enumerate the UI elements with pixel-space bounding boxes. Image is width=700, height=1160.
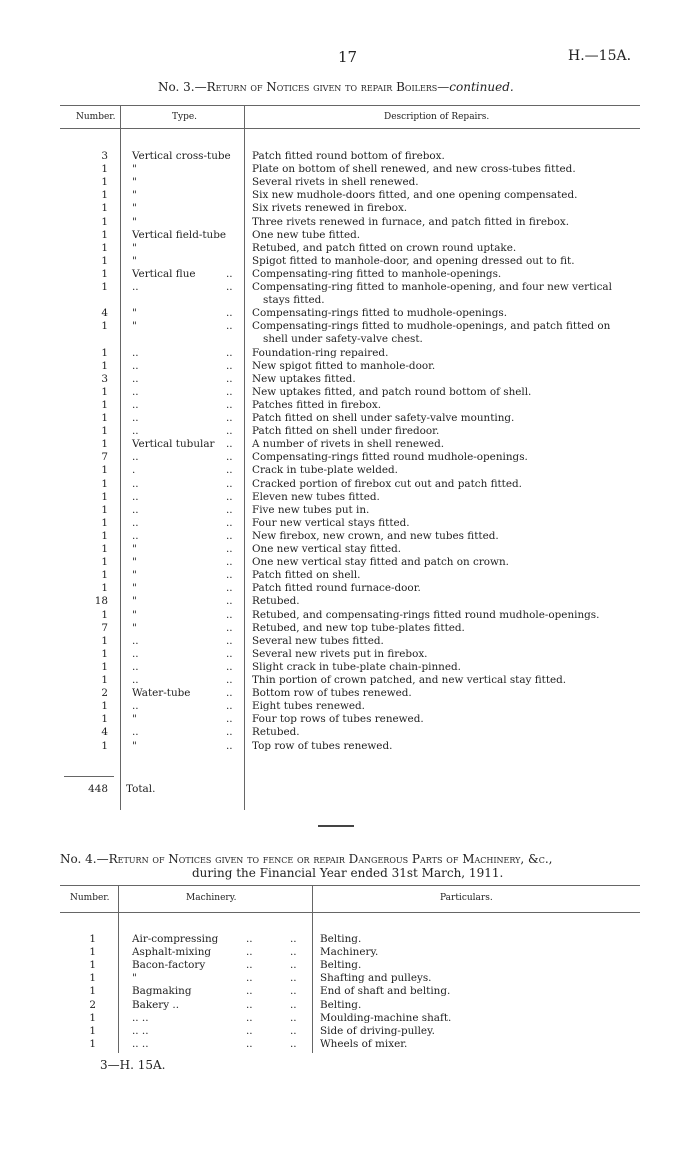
table4-title-prefix: No. 4.—: [60, 852, 109, 866]
table3-cell-leader: ..: [226, 674, 233, 686]
table3-cell-leader: ..: [226, 582, 233, 595]
table4-cell-machinery: Air-compressing: [132, 933, 219, 945]
table3-title-prefix: No. 3.—: [158, 80, 207, 94]
table3-row: [0, 687, 700, 700]
table3-cell-leader: ..: [226, 385, 233, 398]
table3-cell-number: 7: [101, 451, 108, 464]
table3-cell-leader: ..: [226, 516, 233, 529]
table3-cell-type: ..: [132, 674, 139, 686]
table4-header-rule: [60, 912, 640, 913]
table3-cell-leader: ..: [226, 503, 233, 516]
table3-cell-type: ": [132, 621, 137, 634]
table3-cell-description: Crack in tube-plate welded.: [252, 464, 398, 477]
table3-cell-leader: ..: [226, 281, 233, 293]
table3-cell-type: ": [132, 569, 137, 582]
table4-title-line2: during the Financial Year ended 31st March, 1911.: [192, 866, 504, 880]
table3-row: [0, 464, 700, 477]
table3-cell-number: 1: [101, 398, 108, 411]
table3-cell-type: ..: [132, 529, 139, 542]
table3-cell-type: ..: [132, 451, 139, 464]
table4-cell-machinery: .. ..: [132, 1024, 149, 1037]
table3-row: [0, 333, 700, 346]
table3-cell-description: Several rivets in shell renewed.: [252, 176, 419, 189]
table3-cell-type: Vertical flue: [132, 267, 196, 280]
table3-cell-leader: ..: [226, 700, 233, 713]
table3-cell-description: New uptakes fitted, and patch round bottom of shell.: [252, 385, 532, 398]
table4-cell-leader: ..: [290, 972, 297, 985]
table3-cell-type: ..: [132, 281, 139, 293]
table3-title-main: Return of Notices given to repair Boilers: [206, 80, 438, 94]
table3-cell-leader: ..: [226, 346, 233, 359]
table3-cell-type: ": [132, 543, 137, 555]
table3-cell-description: Several new tubes fitted.: [252, 634, 384, 647]
table3-cell-description: One new vertical stay fitted and patch on crown.: [252, 556, 509, 569]
table3-cell-type: ": [132, 189, 137, 202]
table3-cell-description: Spigot fitted to manhole-door, and opening dressed out to fit.: [252, 254, 575, 267]
table3-cell-number: 1: [101, 582, 108, 595]
table4-cell-machinery: ": [132, 972, 137, 985]
table3-cell-number: 4: [101, 726, 108, 739]
table3-cell-type: ": [132, 254, 137, 267]
table3-cell-type: ": [132, 608, 137, 621]
table3-cell-type: ": [132, 202, 137, 215]
table3-row: [0, 491, 700, 504]
table3-cell-description: Retubed.: [252, 595, 300, 608]
table3-cell-leader: ..: [226, 634, 233, 647]
table3-row: [0, 320, 700, 333]
table3-col-description: Description of Repairs.: [384, 112, 490, 122]
table3-cell-number: 1: [101, 674, 108, 686]
table4-col-particulars: Particulars.: [440, 893, 493, 903]
table3-cell-number: 1: [101, 176, 108, 189]
table3-row: [0, 202, 700, 215]
table3-cell-description: Compensating-ring fitted to manhole-openings.: [252, 267, 502, 280]
table3-row: [0, 386, 700, 399]
table3-cell-type: ..: [132, 398, 139, 411]
table3-cell-leader: ..: [226, 464, 233, 477]
table4-cell-machinery: .. ..: [132, 1037, 149, 1050]
table3-cell-leader: ..: [226, 425, 233, 438]
table3-cell-leader: ..: [226, 372, 233, 385]
table3-cell-number: 2: [101, 687, 108, 700]
table3-cell-number: 1: [101, 412, 108, 424]
document-reference: H.—15A.: [568, 48, 632, 64]
table4-cell-leader: ..: [246, 933, 253, 945]
table3-row: [0, 163, 700, 176]
table3-cell-description: Compensating-rings fitted to mudhole-openings, and patch fitted on: [252, 320, 611, 333]
table3-cell-leader: ..: [226, 621, 233, 634]
table3-row: [0, 622, 700, 635]
table3-cell-type: ": [132, 713, 137, 726]
table3-cell-number: 18: [94, 595, 108, 608]
table3-cell-description: Bottom row of tubes renewed.: [252, 687, 412, 700]
table3-cell-description: One new tube fitted.: [252, 228, 361, 241]
table4-cell-number: 1: [89, 1011, 96, 1024]
table3-row: [0, 504, 700, 517]
table3-row: [0, 713, 700, 726]
table3-cell-number: 1: [101, 490, 108, 503]
table3-cell-type: ..: [132, 385, 139, 398]
table3-cell-description: stays fitted.: [263, 294, 325, 307]
table3-cell-number: 1: [101, 569, 108, 582]
table3-cell-type: ..: [132, 412, 139, 424]
table3-cell-description: Eight tubes renewed.: [252, 700, 365, 713]
table3-cell-number: 1: [101, 713, 108, 726]
table3-cell-number: 1: [101, 346, 108, 359]
table4-cell-leader: ..: [246, 1024, 253, 1037]
table3-cell-leader: ..: [226, 438, 233, 451]
table3-cell-leader: ..: [226, 556, 233, 569]
table3-cell-type: ..: [132, 503, 139, 516]
table4-cell-particulars: Side of driving-pulley.: [320, 1024, 435, 1037]
table3-row: [0, 517, 700, 530]
table3-cell-leader: ..: [226, 726, 233, 739]
table3-col-type: Type.: [172, 112, 198, 122]
footer-signature: 3—H. 15A.: [100, 1058, 166, 1072]
table3-row: [0, 307, 700, 320]
table3-cell-number: 1: [101, 163, 108, 176]
table3-row: [0, 255, 700, 268]
table4-cell-particulars: Moulding-machine shaft.: [320, 1011, 452, 1024]
table3-cell-number: 1: [101, 700, 108, 713]
table3-cell-type: ": [132, 595, 137, 608]
table3-cell-leader: ..: [226, 412, 233, 424]
table3-cell-leader: ..: [226, 543, 233, 555]
table3-cell-type: .: [132, 464, 136, 477]
table4-cell-leader: ..: [290, 959, 297, 972]
table3-row: [0, 661, 700, 674]
table3-cell-number: 1: [101, 634, 108, 647]
table3-cell-number: 1: [101, 202, 108, 215]
table3-cell-type: Vertical tubular: [132, 438, 215, 451]
table4-title: [60, 852, 552, 866]
table3-cell-description: Retubed, and patch fitted on crown round uptake.: [252, 241, 517, 254]
table3-cell-leader: ..: [226, 267, 233, 280]
table3-row: [0, 425, 700, 438]
table3-cell-type: ..: [132, 647, 139, 660]
table3-row: [0, 438, 700, 451]
table3-cell-number: 1: [101, 477, 108, 490]
table3-cell-leader: ..: [226, 451, 233, 464]
table4-cell-leader: ..: [290, 985, 297, 998]
table3-cell-description: Patch fitted round furnace-door.: [252, 582, 421, 595]
table3-cell-description: Three rivets renewed in furnace, and patch fitted in firebox.: [252, 215, 570, 228]
table3-cell-number: 1: [101, 529, 108, 542]
table3-row: [0, 294, 700, 307]
table3-cell-description: Six new mudhole-doors fitted, and one opening compensated.: [252, 189, 578, 202]
table3-row: [0, 478, 700, 491]
table4-cell-particulars: Belting.: [320, 959, 362, 972]
table3-cell-description: Patch fitted round bottom of firebox.: [252, 150, 445, 162]
table3-row: [0, 740, 700, 753]
table3-cell-type: ": [132, 556, 137, 569]
table3-cell-type: Vertical cross-tube: [132, 150, 231, 162]
table3-cell-leader: ..: [226, 660, 233, 673]
table3-cell-number: 1: [101, 647, 108, 660]
table3-cell-description: Patch fitted on shell under safety-valve mounting.: [252, 412, 515, 424]
table3-cell-leader: ..: [226, 569, 233, 582]
table3-cell-description: Five new tubes put in.: [252, 503, 370, 516]
table3-cell-description: Eleven new tubes fitted.: [252, 490, 380, 503]
table4-cell-number: 1: [89, 1037, 96, 1050]
table3-cell-type: ": [132, 176, 137, 189]
table4-cell-leader: ..: [246, 972, 253, 985]
table4-col-machinery: Machinery.: [186, 893, 237, 903]
table3-cell-leader: ..: [226, 307, 233, 320]
table4-cell-machinery: Bagmaking: [132, 985, 192, 998]
table3-cell-description: Patches fitted in firebox.: [252, 398, 382, 411]
table4-cell-leader: ..: [246, 946, 253, 959]
table3-cell-type: Water-tube: [132, 687, 191, 700]
table3-row: [0, 635, 700, 648]
table3-cell-description: Slight crack in tube-plate chain-pinned.: [252, 660, 461, 673]
table3-cell-number: 1: [101, 503, 108, 516]
table3-cell-type: ..: [132, 634, 139, 647]
table3-cell-number: 1: [101, 254, 108, 267]
table3-cell-description: Patch fitted on shell under firedoor.: [252, 425, 440, 438]
table3-total-rule: [64, 776, 114, 777]
table3-cell-number: 1: [101, 556, 108, 569]
table3-row: [0, 150, 700, 163]
table3-cell-type: ..: [132, 726, 139, 739]
table3-cell-leader: ..: [226, 359, 233, 372]
table4-cell-machinery: .. ..: [132, 1011, 149, 1024]
table4-cell-leader: ..: [290, 1037, 297, 1050]
page-number: 17: [338, 48, 358, 66]
table4-title-main: Return of Notices given to fence or repair Dangerous Parts of Machinery, &c.,: [108, 852, 553, 866]
table3-row: [0, 569, 700, 582]
table3-row: [0, 609, 700, 622]
table4-row: [0, 999, 700, 1012]
table3-cell-leader: ..: [226, 739, 233, 752]
table3-row: [0, 216, 700, 229]
table3-cell-leader: ..: [226, 320, 233, 333]
table4-cell-number: 1: [89, 959, 96, 972]
table3-row: [0, 451, 700, 464]
table4-cell-particulars: Shafting and pulleys.: [320, 972, 432, 985]
table4-cell-machinery: Asphalt-mixing: [132, 946, 212, 959]
table3-cell-description: Four top rows of tubes renewed.: [252, 713, 424, 726]
table3-row: [0, 229, 700, 242]
table3-cell-leader: ..: [226, 687, 233, 700]
table3-cell-description: Compensating-ring fitted to manhole-opening, and four new vertical: [252, 281, 612, 293]
table3-cell-type: ": [132, 320, 137, 333]
table3-row: [0, 399, 700, 412]
table4-cell-number: 1: [89, 972, 96, 985]
table3-row: [0, 648, 700, 661]
table3-row: [0, 530, 700, 543]
table3-title-suffix: —continued.: [437, 80, 514, 94]
table3-total-label: Total.: [126, 783, 156, 795]
table3-row: [0, 582, 700, 595]
table4-cell-leader: ..: [246, 1011, 253, 1024]
table3-cell-type: ": [132, 241, 137, 254]
table3-cell-description: Retubed, and compensating-rings fitted round mudhole-openings.: [252, 608, 600, 621]
table3-cell-leader: ..: [226, 608, 233, 621]
table3-cell-number: 1: [101, 215, 108, 228]
table3-cell-type: ": [132, 582, 137, 595]
table3-cell-description: Compensating-rings fitted to mudhole-openings.: [252, 307, 507, 320]
table3-cell-description: shell under safety-valve chest.: [263, 333, 423, 346]
table3-cell-leader: ..: [226, 713, 233, 726]
table4-cell-leader: ..: [290, 1011, 297, 1024]
table3-cell-type: ": [132, 215, 137, 228]
table3-cell-number: 1: [101, 739, 108, 752]
table4-row: [0, 959, 700, 972]
table3-cell-number: 1: [101, 385, 108, 398]
table3-col-number: Number.: [76, 112, 116, 122]
table3-cell-description: Cracked portion of firebox cut out and patch fitted.: [252, 477, 522, 490]
table4-row: [0, 1025, 700, 1038]
table3-cell-description: Six rivets renewed in firebox.: [252, 202, 408, 215]
table3-row: [0, 189, 700, 202]
table3-row: [0, 556, 700, 569]
table3-cell-type: ": [132, 307, 137, 320]
table3-cell-number: 1: [101, 228, 108, 241]
table3-cell-number: 3: [101, 150, 108, 162]
table3-cell-number: 1: [101, 281, 108, 293]
table3-cell-type: ..: [132, 346, 139, 359]
table3-cell-description: Four new vertical stays fitted.: [252, 516, 410, 529]
table4-cell-particulars: Wheels of mixer.: [320, 1037, 408, 1050]
table3-cell-number: 1: [101, 516, 108, 529]
table3-row: [0, 595, 700, 608]
table3-row: [0, 543, 700, 556]
table3-cell-description: Compensating-rings fitted round mudhole-openings.: [252, 451, 528, 464]
table3-top-rule: [60, 105, 640, 106]
table3-cell-description: New spigot fitted to manhole-door.: [252, 359, 436, 372]
table3-cell-description: One new vertical stay fitted.: [252, 543, 402, 555]
table4-cell-leader: ..: [246, 959, 253, 972]
section-divider: [318, 825, 354, 827]
table3-cell-type: ": [132, 163, 137, 176]
table4-cell-machinery: Bacon-factory: [132, 959, 206, 972]
table3-cell-description: New uptakes fitted.: [252, 372, 356, 385]
table3-cell-description: Plate on bottom of shell renewed, and new cross-tubes fitted.: [252, 163, 576, 176]
table3-cell-leader: ..: [226, 529, 233, 542]
table3-cell-description: Thin portion of crown patched, and new vertical stay fitted.: [252, 674, 567, 686]
table4-col-number: Number.: [70, 893, 110, 903]
table3-cell-number: 1: [101, 543, 108, 555]
table3-cell-description: Patch fitted on shell.: [252, 569, 361, 582]
table3-cell-type: ..: [132, 477, 139, 490]
table3-row: [0, 726, 700, 739]
table3-row: [0, 281, 700, 294]
table3-cell-number: 3: [101, 372, 108, 385]
table4-cell-particulars: Machinery.: [320, 946, 379, 959]
table3-cell-number: 1: [101, 425, 108, 438]
table3-cell-type: ": [132, 739, 137, 752]
table3-cell-description: A number of rivets in shell renewed.: [252, 438, 445, 451]
table4-cell-particulars: End of shaft and belting.: [320, 985, 451, 998]
table4-cell-particulars: Belting.: [320, 933, 362, 945]
table4-cell-leader: ..: [290, 946, 297, 959]
table3-row: [0, 242, 700, 255]
table3-total-number: 448: [88, 783, 108, 795]
table3-row: [0, 268, 700, 281]
table3-cell-leader: ..: [226, 398, 233, 411]
table3-cell-description: Several new rivets put in firebox.: [252, 647, 428, 660]
table3-row: [0, 360, 700, 373]
table4-cell-number: 1: [89, 933, 96, 945]
table4-cell-number: 2: [89, 998, 96, 1011]
table3-cell-type: ..: [132, 359, 139, 372]
table3-cell-number: 1: [101, 189, 108, 202]
table4-row: [0, 985, 700, 998]
table4-cell-leader: ..: [290, 933, 297, 945]
table3-cell-number: 1: [101, 608, 108, 621]
table4-cell-particulars: Belting.: [320, 998, 362, 1011]
table3-row: [0, 674, 700, 687]
table4-row: [0, 1038, 700, 1051]
table3-row: [0, 347, 700, 360]
table3-cell-description: New firebox, new crown, and new tubes fitted.: [252, 529, 499, 542]
table3-cell-leader: ..: [226, 647, 233, 660]
table3-cell-description: Top row of tubes renewed.: [252, 739, 393, 752]
table4-cell-leader: ..: [246, 1037, 253, 1050]
table3-row: [0, 373, 700, 386]
table3-cell-description: Retubed.: [252, 726, 300, 739]
table4-row: [0, 946, 700, 959]
table4-cell-leader: ..: [246, 985, 253, 998]
table3-cell-leader: ..: [226, 477, 233, 490]
table3-cell-type: ..: [132, 425, 139, 438]
table4-row: [0, 972, 700, 985]
table3-row: [0, 412, 700, 425]
table3-row: [0, 700, 700, 713]
table3-cell-number: 7: [101, 621, 108, 634]
table3-cell-leader: ..: [226, 490, 233, 503]
table4-row: [0, 933, 700, 946]
table4-cell-number: 1: [89, 946, 96, 959]
table3-cell-number: 1: [101, 660, 108, 673]
table3-cell-type: Vertical field-tube: [132, 228, 227, 241]
table4-top-rule: [60, 885, 640, 886]
table3-title: [158, 80, 514, 94]
table3-cell-number: 1: [101, 359, 108, 372]
table3-cell-number: 4: [101, 307, 108, 320]
table4-cell-leader: ..: [290, 998, 297, 1011]
table4-cell-machinery: Bakery ..: [132, 998, 180, 1011]
table3-header-rule: [60, 128, 640, 129]
table3-cell-description: Foundation-ring repaired.: [252, 346, 389, 359]
table3-cell-type: ..: [132, 516, 139, 529]
table4-cell-number: 1: [89, 985, 96, 998]
table3-cell-number: 1: [101, 267, 108, 280]
table4-row: [0, 1012, 700, 1025]
table3-cell-number: 1: [101, 241, 108, 254]
table3-cell-type: ..: [132, 660, 139, 673]
table3-cell-number: 1: [101, 464, 108, 477]
table3-cell-type: ..: [132, 700, 139, 713]
table3-cell-description: Retubed, and new top tube-plates fitted.: [252, 621, 465, 634]
table4-cell-leader: ..: [246, 998, 253, 1011]
table4-cell-number: 1: [89, 1024, 96, 1037]
table3-cell-leader: ..: [226, 595, 233, 608]
table4-cell-leader: ..: [290, 1024, 297, 1037]
table3-cell-number: 1: [101, 320, 108, 333]
table3-cell-number: 1: [101, 438, 108, 451]
table3-cell-type: ..: [132, 372, 139, 385]
table3-cell-type: ..: [132, 490, 139, 503]
table3-row: [0, 176, 700, 189]
